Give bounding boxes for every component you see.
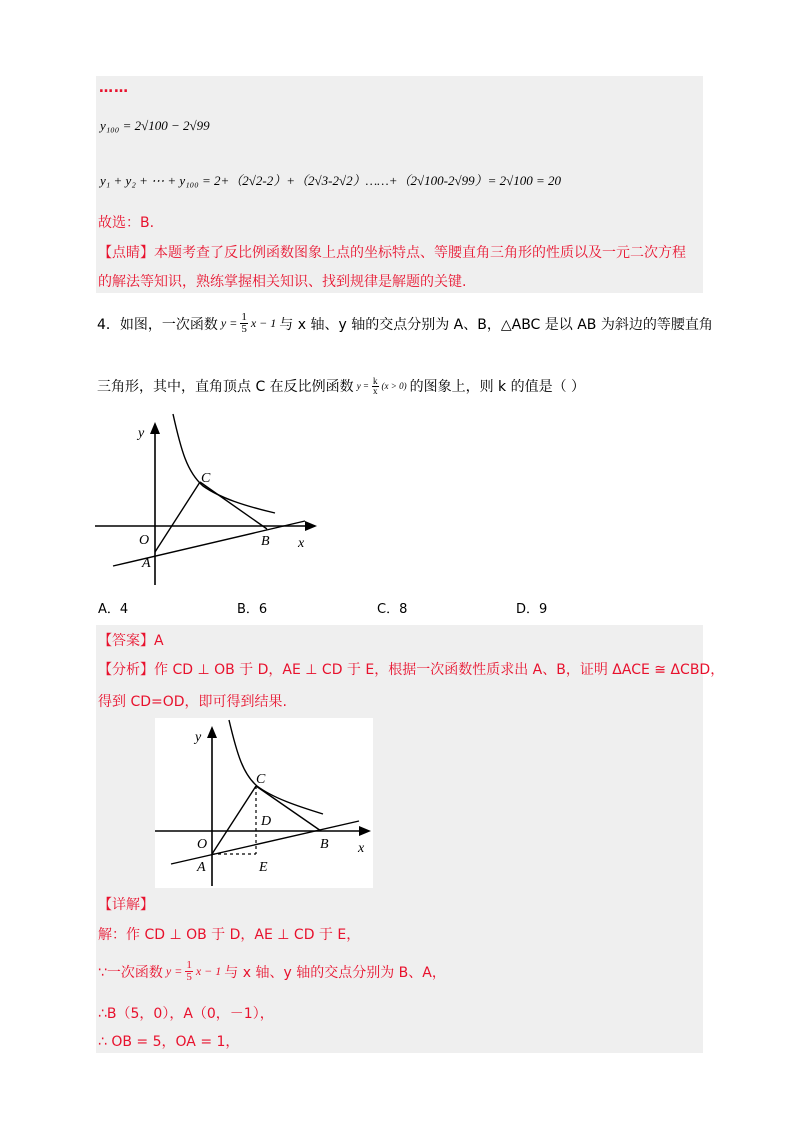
analysis-line-2: 得到 CD=OD，即可得到结果.	[98, 694, 287, 710]
question-line-2-start: 三角形，其中，直角顶点 C 在反比例函数	[97, 379, 354, 395]
x-den: x	[373, 385, 378, 396]
fig1-a-label: A	[142, 556, 151, 571]
fig2-e-label: E	[259, 860, 268, 875]
y-equals-small: y =	[356, 381, 370, 391]
fig1-o-label: O	[139, 533, 150, 548]
fig1-y-label: y	[138, 426, 145, 441]
one-fifth-fraction	[240, 312, 248, 335]
ellipsis-text: ……	[99, 80, 129, 96]
frac-den: 5	[241, 323, 247, 335]
figure-2	[155, 718, 373, 888]
fig2-b-label: B	[320, 837, 329, 852]
fig1-c-label: C	[201, 471, 211, 486]
frac-num: 1	[241, 311, 247, 323]
comment-line-2: 的解法等知识，熟练掌握相关知识、找到规律是解题的关键.	[98, 274, 467, 290]
fig2-o-label: O	[197, 837, 208, 852]
detail-line-2-pre: ∵一次函数	[98, 964, 163, 981]
fig2-c-label: C	[256, 772, 266, 787]
fig2-a-label: A	[197, 860, 206, 875]
y100-equation: y₁₀₀ = 2√100 − 2√99	[100, 118, 210, 133]
fig2-y-label: y	[195, 730, 202, 745]
detail-y-equals: y =	[165, 964, 183, 978]
comment-line-1: 【点睛】本题考查了反比例函数图象上点的坐标特点、等腰直角三角形的性质以及一元二次方程	[98, 245, 686, 261]
option-b[interactable]: B．6	[237, 602, 268, 617]
analysis-line-1: 【分析】作 CD ⊥ OB 于 D，AE ⊥ CD 于 E，根据一次函数性质求出 A、B，证明 ΔACE ≅ ΔCBD，	[98, 662, 725, 678]
y-equals: y =	[220, 316, 238, 330]
detail-frac-num: 1	[186, 959, 192, 971]
k-num: k	[373, 375, 378, 386]
option-d[interactable]: D．9	[516, 602, 548, 617]
detail-line-4: ∴ OB = 5，OA = 1，	[98, 1034, 240, 1050]
answer-choice: 故选：B.	[98, 215, 155, 231]
detail-line-1: 解：作 CD ⊥ OB 于 D，AE ⊥ CD 于 E，	[98, 927, 361, 943]
detail-line-2	[98, 960, 446, 983]
option-c[interactable]: C．8	[377, 602, 408, 617]
question-line-2-rest: 的图象上，则 k 的值是（ ）	[409, 379, 586, 395]
fig2-d-label: D	[261, 814, 272, 829]
x-minus-one: x − 1	[250, 316, 277, 330]
detail-frac-den: 5	[186, 971, 192, 983]
question-line-1-rest: 与 x 轴、y 轴的交点分别为 A、B，△ABC 是以 AB 为斜边的等腰直角	[279, 316, 713, 333]
answer-tag: 【答案】A	[98, 633, 164, 649]
option-a[interactable]: A．4	[98, 602, 129, 617]
detail-x-minus-one: x − 1	[195, 964, 222, 978]
question-number: 4．如图，一次函数	[97, 316, 218, 333]
fig1-b-label: B	[261, 534, 270, 549]
question-line-1	[97, 312, 713, 335]
detail-one-fifth	[185, 960, 193, 983]
fig1-x-label: x	[298, 536, 305, 551]
detail-tag: 【详解】	[98, 897, 154, 913]
k-over-x-fraction	[372, 377, 379, 396]
sum-equation: y₁ + y₂ + ⋯ + y₁₀₀ = 2+（2√2-2）+（2√3-2√2）……+（2√100-2√99）= 2√100 = 20	[100, 173, 562, 188]
fig2-x-label: x	[358, 841, 365, 856]
detail-line-2-rest: 与 x 轴、y 轴的交点分别为 B、A，	[224, 964, 446, 981]
detail-line-3: ∴B（5，0），A（0，－1），	[98, 1006, 274, 1022]
question-line-2	[97, 376, 585, 396]
x-condition: (x > 0)	[381, 381, 407, 391]
figure-1	[95, 410, 335, 590]
